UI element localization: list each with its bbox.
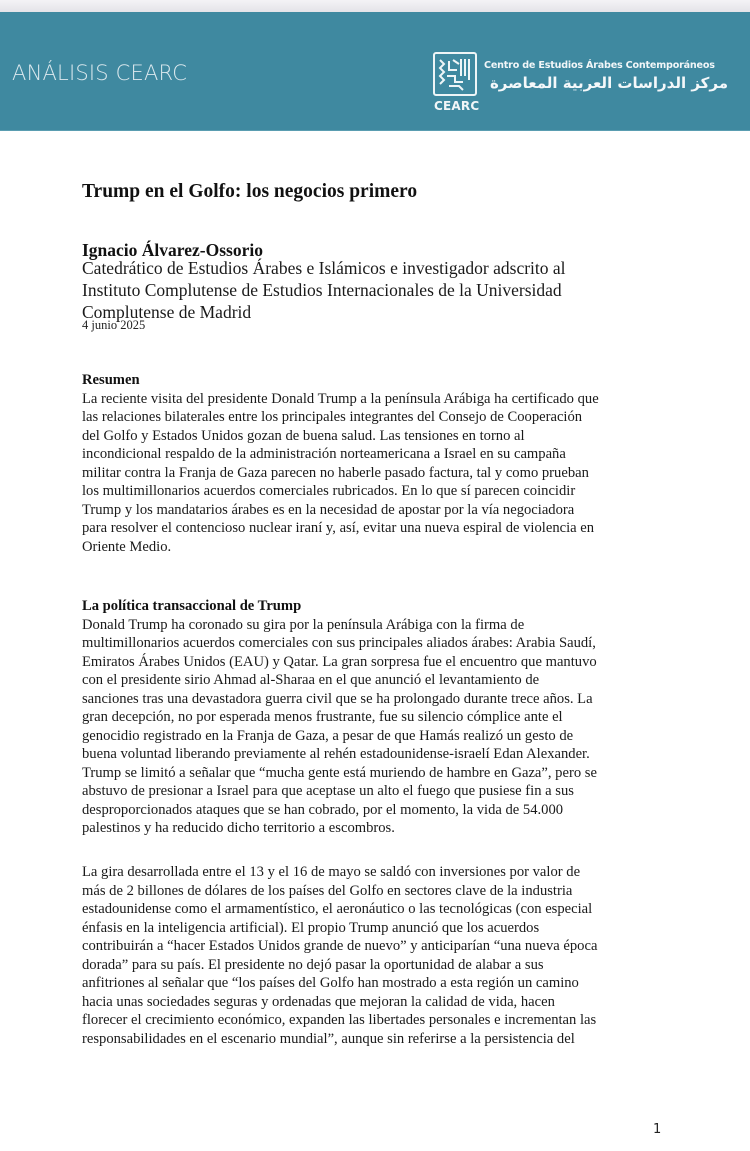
text-line: con el presidente sirio Ahmad al-Sharaa en el que anunció el levantamiento de (82, 672, 540, 688)
cearc-logo-icon (433, 52, 477, 96)
affiliation-line: Complutense de Madrid (82, 301, 252, 322)
text-line: Trump y los mandatarios árabes es en la necesidad de apostar por la vía negociadora (82, 501, 575, 518)
abstract-section (82, 371, 672, 556)
logo-name-arabic: مركز الدراسات العربية المعاصرة (489, 74, 728, 92)
abstract-paragraph (82, 390, 672, 557)
text-line: contribuirán a “hacer Estados Unidos grande de nuevo” y anticiparían “una nueva época (82, 938, 598, 954)
affiliation-line: Catedrático de Estudios Árabes e Islámicos e investigador adscrito al (82, 258, 566, 278)
text-line: responsabilidades en el escenario mundial”, aunque sin referirse a la persistencia del (82, 1030, 575, 1047)
series-title: ANÁLISIS CEARC (12, 61, 188, 85)
text-line: Oriente Medio. (82, 538, 172, 555)
text-line: La gira desarrollada entre el 13 y el 16 de mayo se saldó con inversiones por valor de (82, 864, 581, 880)
body-paragraph-2 (82, 863, 672, 1048)
text-line: sanciones tras una devastadora guerra civil que se ha prolongado durante trece años. La (82, 690, 593, 707)
section-heading: La política transaccional de Trump (82, 598, 302, 614)
text-line: Donald Trump ha coronado su gira por la península Arábiga con la firma de (82, 616, 525, 633)
text-line: buena voluntad liberando previamente al rehén estadounidense-israelí Edan Alexander. (82, 746, 590, 762)
document-title: Trump en el Golfo: los negocios primero (82, 181, 418, 203)
text-line: las relaciones bilaterales entre los principales integrantes del Consejo de Cooperación (82, 409, 583, 425)
abstract-heading: Resumen (82, 372, 140, 388)
text-line: militar contra la Franja de Gaza parecen no haberle pasado factura, tal y como prueban (82, 464, 589, 481)
publication-date: 4 junio 2025 (82, 318, 146, 332)
affiliation-line: Instituto Complutense de Estudios Internacionales de la Universidad (82, 279, 562, 300)
text-line: los multimillonarios acuerdos comerciales rubricados. En lo que sí parecen coincidir (82, 483, 576, 499)
logo-name-spanish: Centro de Estudios Árabes Contemporáneos (484, 60, 715, 71)
header-banner (0, 12, 750, 131)
text-line: multimillonarios acuerdos comerciales con sus principales aliados árabes: Arabia Saudí, (82, 635, 596, 651)
logo-abbreviation: CEARC (434, 99, 480, 113)
text-line: énfasis en la inteligencia artificial). El propio Trump anunció que los acuerdos (82, 919, 540, 936)
text-line: incondicional respaldo de la administración norteamericana a Israel en su campaña (82, 446, 566, 462)
author-name: Ignacio Álvarez-Ossorio (82, 240, 263, 260)
text-line: estadounidense como el armamentístico, el aeronáutico o las tecnológicas (con especial (82, 901, 593, 917)
body-paragraph (82, 616, 672, 838)
top-strip (0, 0, 750, 12)
text-line: abstuvo de presionar a Israel para que aceptase un alto el fuego que pusiese fin a sus (82, 783, 574, 799)
text-line: genocidio registrado en la Franja de Gaza, a pesar de que Hamás realizó un gesto de (82, 727, 574, 744)
text-line: Emiratos Árabes Unidos (EAU) y Qatar. La gran sorpresa fue el encuentro que mantuvo (82, 653, 597, 670)
text-line: gran decepción, no por esperada menos frustrante, fue su silencio cómplice ante el (82, 709, 563, 725)
text-line: del Golfo y Estados Unidos gozan de buena salud. Las tensiones en torno al (82, 427, 525, 444)
text-line: La reciente visita del presidente Donald Trump a la península Arábiga ha certificado que (82, 390, 599, 407)
text-line: desproporcionados ataques que se han cobrado, por el momento, la vida de 54.000 (82, 801, 564, 818)
text-line: hacia unas sociedades seguras y ordenadas que mejoran la calidad de vida, hacen (82, 993, 555, 1010)
calligraphy-mark-icon (437, 56, 473, 92)
text-line: Trump se limitó a señalar que “mucha gente está muriendo de hambre en Gaza”, pero se (82, 764, 597, 781)
page-number: 1 (653, 1122, 662, 1137)
author-affiliation (82, 236, 682, 323)
text-line: anfitriones al señalar que “los países del Golfo han mostrado a esta región un camino (82, 975, 579, 991)
text-line: dorada” para su país. El presidente no dejó pasar la oportunidad de alabar a sus (82, 956, 544, 973)
section-transactional-politics (82, 597, 672, 838)
text-line: más de 2 billones de dólares de los países del Golfo en sectores clave de la industria (82, 882, 573, 899)
text-line: florecer el crecimiento económico, expanden las libertades personales e incrementan las (82, 1012, 597, 1028)
text-line: palestinos y ha reducido dicho territorio a escombros. (82, 820, 395, 836)
text-line: para resolver el contencioso nuclear iraní y, así, evitar una nueva espiral de violencia en (82, 520, 595, 536)
